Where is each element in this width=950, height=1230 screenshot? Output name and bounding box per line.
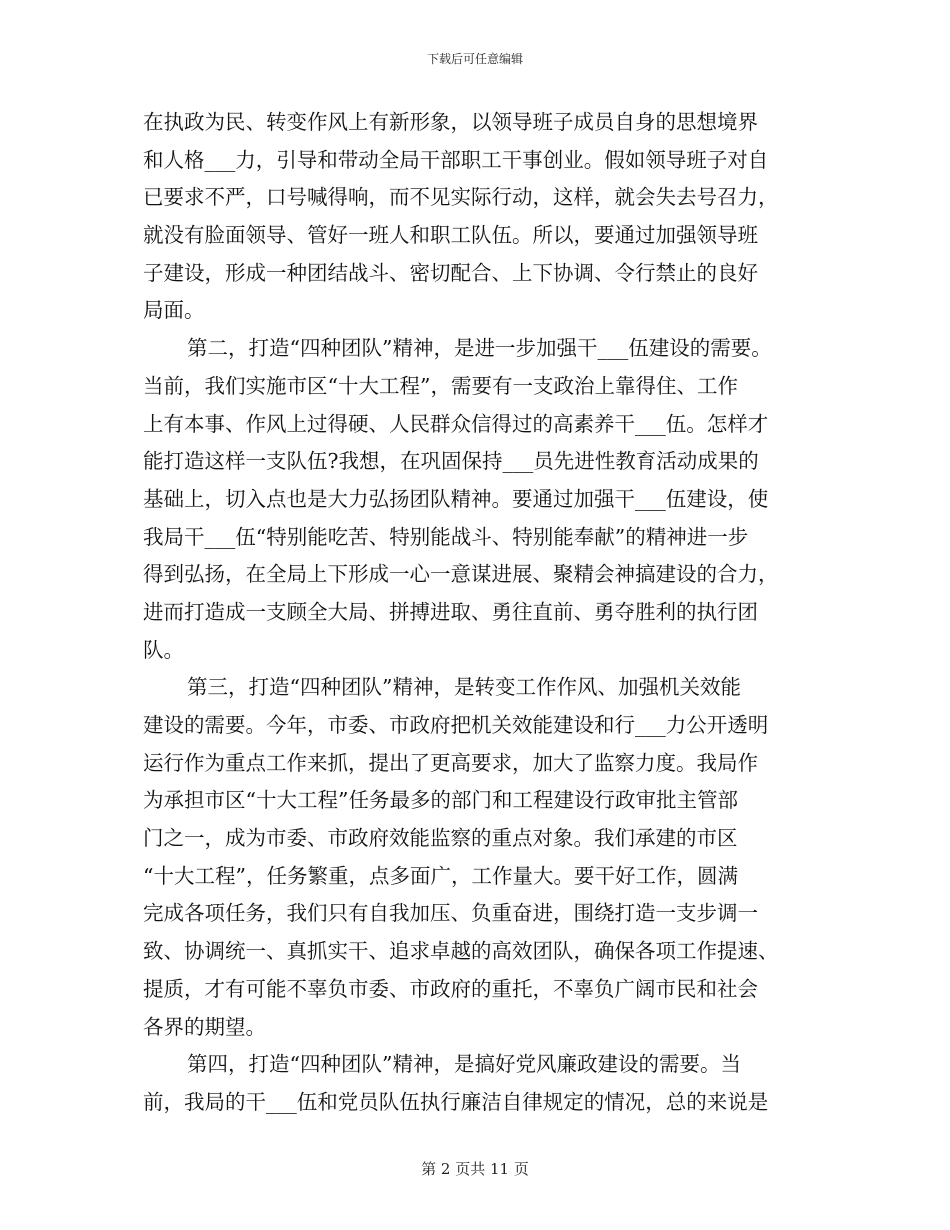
text-line: 和人格___力，引导和带动全局干部职工干事创业。假如领导班子对自 xyxy=(143,147,769,172)
text-line: 我局干___伍“特别能吃苦、特别能战斗、特别能奉献”的精神进一步 xyxy=(143,524,749,549)
text-line: 当前，我们实施市区“十大工程”，需要有一支政治上靠得住、工作 xyxy=(143,373,738,398)
text-line: 前，我局的干___伍和党员队伍执行廉洁自律规定的情况，总的来说是 xyxy=(143,1089,769,1114)
page-number-footer: 第 2 页共 11 页 xyxy=(421,1160,529,1178)
text-line: 第二，打造“四种团队”精神，是进一步加强干___伍建设的需要。 xyxy=(187,336,772,361)
text-line: 能打造这样一支队伍?我想，在巩固保持___员先进性教育活动成果的 xyxy=(143,449,759,474)
text-line: 队。 xyxy=(143,637,184,662)
text-line: 上有本事、作风上过得硬、人民群众信得过的高素养干___伍。怎样才 xyxy=(143,411,769,436)
text-line: 局面。 xyxy=(143,298,205,323)
text-line: 第三，打造“四种团队”精神，是转变工作作风、加强机关效能 xyxy=(187,675,741,700)
text-line: 第四，打造“四种团队”精神，是搞好党风廉政建设的需要。当 xyxy=(187,1052,741,1077)
text-line: 子建设，形成一种团结战斗、密切配合、上下协调、令行禁止的良好 xyxy=(143,260,758,285)
text-line: 为承担市区“十大工程”任务最多的部门和工程建设行政审批主管部 xyxy=(143,788,738,813)
text-line: 建设的需要。今年，市委、市政府把机关效能建设和行___力公开透明 xyxy=(143,713,769,737)
text-line: 已要求不严，口号喊得响，而不见实际行动，这样，就会失去号召力， xyxy=(143,185,779,210)
text-line: 基础上，切入点也是大力弘扬团队精神。要通过加强干___伍建设，使 xyxy=(143,486,769,511)
text-line: 各界的期望。 xyxy=(143,1014,266,1039)
text-line: “十大工程”，任务繁重，点多面广，工作量大。要干好工作，圆满 xyxy=(143,863,738,888)
text-line: 致、协调统一、真抓实干、追求卓越的高效团队，确保各项工作提速、 xyxy=(143,939,779,964)
document-body xyxy=(143,104,808,1122)
text-line: 进而打造成一支顾全大局、拼搏进取、勇往直前、勇夺胜利的执行团 xyxy=(143,599,758,624)
page-header-note: 下载后可任意编辑 xyxy=(426,52,523,66)
text-line: 就没有脸面领导、管好一班人和职工队伍。所以，要通过加强领导班 xyxy=(143,223,758,248)
text-line: 完成各项任务，我们只有自我加压、负重奋进，围绕打造一支步调一 xyxy=(143,901,758,926)
text-line: 提质，才有可能不辜负市委、市政府的重托，不辜负广阔市民和社会 xyxy=(143,976,758,1001)
text-line: 得到弘扬，在全局上下形成一心一意谋进展、聚精会神搞建设的合力， xyxy=(143,562,779,587)
text-line: 运行作为重点工作来抓，提出了更高要求，加大了监察力度。我局作 xyxy=(143,750,758,775)
text-line: 在执政为民、转变作风上有新形象，以领导班子成员自身的思想境界 xyxy=(143,110,758,134)
text-line: 门之一，成为市委、市政府效能监察的重点对象。我们承建的市区 xyxy=(143,826,738,851)
